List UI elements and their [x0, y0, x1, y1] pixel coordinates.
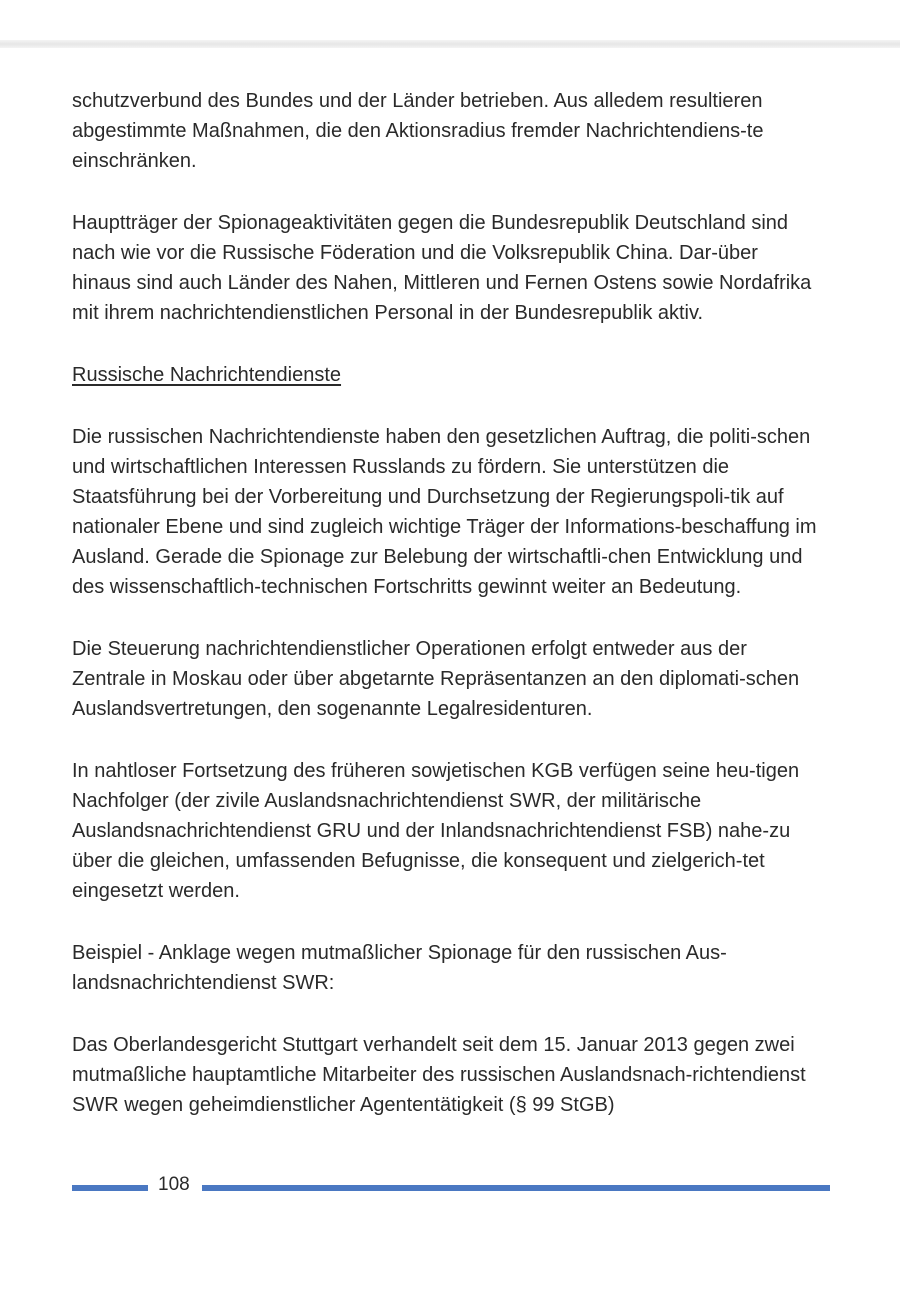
paragraph-3: Die russischen Nachrichtendienste haben den gesetzlichen Auftrag, die politi-schen und wirtschaftlichen Interessen Russlands zu fördern. Sie unterstützen die Staatsführung bei der Vorbereitung und Durchsetzung der Regierungspoli-tik auf nationaler Ebene und sind zugleich wichtige Träger der Informations-beschaffung im Ausland. Gerade die Spionage zur Belebung der wirtschaftli-chen Entwicklung und des wissenschaftlich-technischen Fortschritts gewinnt weiter an Bedeutung.: [72, 426, 817, 598]
paragraph-7: Das Oberlandesgericht Stuttgart verhandelt seit dem 15. Januar 2013 gegen zwei mutmaßliche hauptamtliche Mitarbeiter des russischen Auslandsnach-richtendienst SWR wegen geheimdienstlicher Agententätigkeit (§ 99 StGB): [72, 1034, 806, 1116]
footer-bar-right: [202, 1185, 830, 1191]
page-footer: [72, 1172, 830, 1198]
page-number: 108: [158, 1174, 190, 1195]
section-heading: Russische Nachrichtendienste: [72, 364, 342, 386]
paragraph-1: schutzverbund des Bundes und der Länder betrieben. Aus alledem resultieren abgestimmte Maßnahmen, die den Aktionsradius fremder Nachrichtendiens-te einschränken.: [72, 90, 764, 172]
footer-bar-left: [72, 1185, 148, 1191]
document-body: [72, 86, 817, 1152]
paragraph-4: Die Steuerung nachrichtendienstlicher Operationen erfolgt entweder aus der Zentrale in Moskau oder über abgetarnte Repräsentanzen an den diplomati-schen Auslandsvertretungen, den sogenannte Legalresidenturen.: [72, 638, 800, 720]
top-divider: [0, 40, 900, 48]
paragraph-2: Hauptträger der Spionageaktivitäten gegen die Bundesrepublik Deutschland sind nach wie vor die Russische Föderation und die Volksrepublik China. Dar-über hinaus sind auch Länder des Nahen, Mittleren und Fernen Ostens sowie Nordafrika mit ihrem nachrichtendienstlichen Personal in der Bundesrepublik aktiv.: [72, 212, 812, 324]
paragraph-5: In nahtloser Fortsetzung des früheren sowjetischen KGB verfügen seine heu-tigen Nachfolger (der zivile Auslandsnachrichtendienst SWR, der militärische Auslandsnachrichtendienst GRU und der Inlandsnachrichtendienst FSB) nahe-zu über die gleichen, umfassenden Befugnisse, die konsequent und zielgerich-tet eingesetzt werden.: [72, 760, 800, 902]
paragraph-6: Beispiel - Anklage wegen mutmaßlicher Spionage für den russischen Aus-landsnachrichtendienst SWR:: [72, 942, 727, 994]
